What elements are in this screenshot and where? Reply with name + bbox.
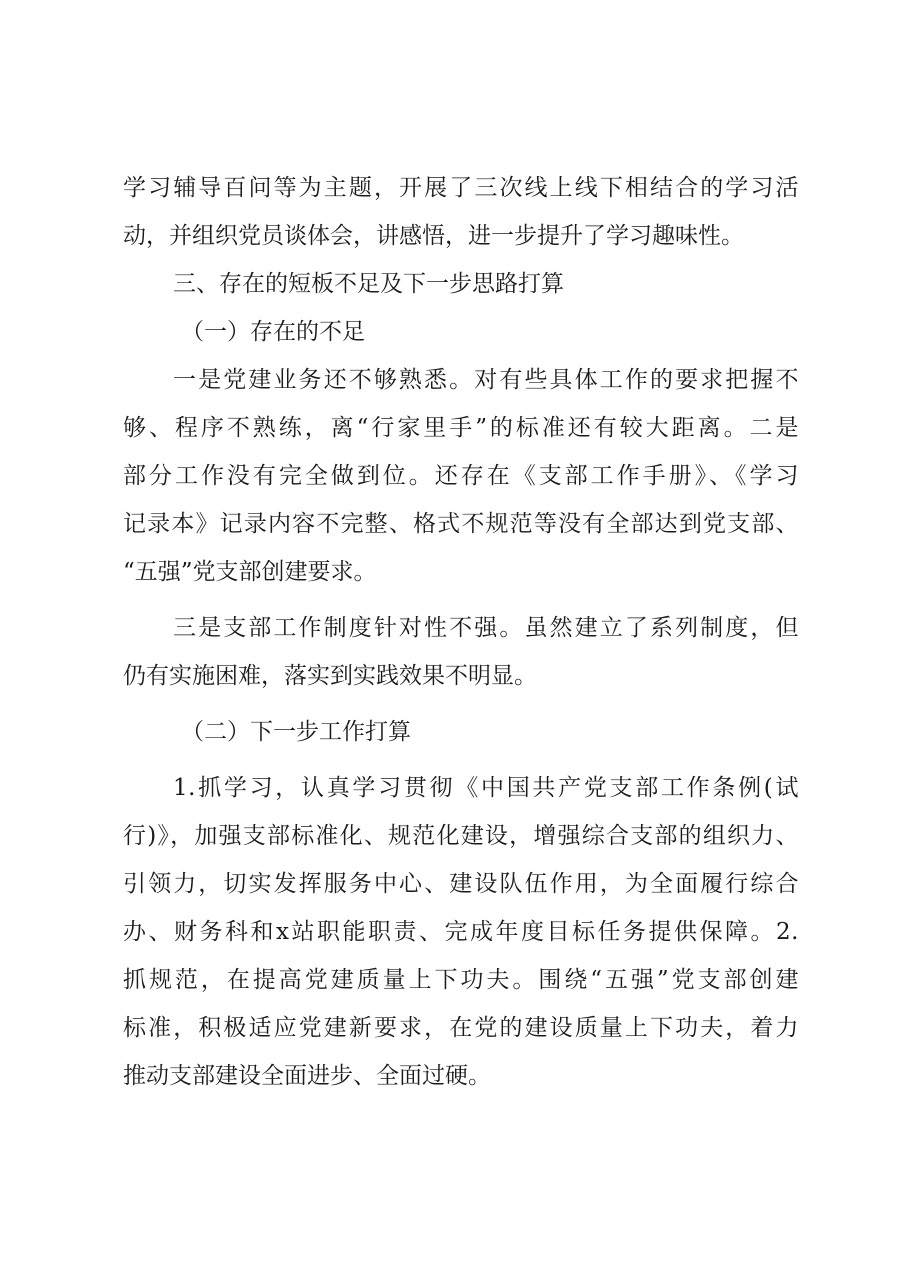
paragraph-line: 1.抓学习，认真学习贯彻《中国共产党支部工作条例(试	[173, 775, 799, 801]
paragraph-line: 引领力，切实发挥服务中心、建设队伍作用，为全面履行综合	[123, 871, 799, 897]
paragraph-line: 标准，积极适应党建新要求，在党的建设质量上下功夫，着力	[123, 1015, 799, 1041]
section-heading: 三、存在的短板不足及下一步思路打算	[173, 271, 564, 297]
paragraph-line: 办、财务科和x站职能职责、完成年度目标任务提供保障。2.	[123, 919, 799, 945]
paragraph-line: 够、程序不熟练，离“行家里手”的标准还有较大距离。二是	[123, 415, 799, 441]
paragraph-line: 三是支部工作制度针对性不强。虽然建立了系列制度，但	[173, 615, 799, 641]
paragraph-line: 仍有实施困难，落实到实践效果不明显。	[123, 663, 537, 689]
paragraph-line: “五强”党支部创建要求。	[123, 559, 377, 585]
document-body	[123, 164, 799, 1100]
paragraph-line: 行)》，加强支部标准化、规范化建设，增强综合支部的组织力、	[123, 823, 799, 849]
paragraph-line: 一是党建业务还不够熟悉。对有些具体工作的要求把握不	[173, 367, 799, 393]
subsection-heading: （一）存在的不足	[181, 319, 365, 345]
paragraph-line: 记录本》记录内容不完整、格式不规范等没有全部达到党支部、	[123, 511, 799, 537]
subsection-heading: （二）下一步工作打算	[181, 719, 411, 745]
paragraph-line: 推动支部建设全面进步、全面过硬。	[123, 1063, 491, 1089]
paragraph-line: 部分工作没有完全做到位。还存在《支部工作手册》、《学习	[123, 463, 799, 489]
paragraph-line: 动，并组织党员谈体会，讲感悟，进一步提升了学习趣味性。	[123, 223, 744, 249]
paragraph-line: 抓规范，在提高党建质量上下功夫。围绕“五强”党支部创建	[123, 967, 799, 993]
paragraph-line: 学习辅导百问等为主题，开展了三次线上线下相结合的学习活	[123, 175, 799, 201]
